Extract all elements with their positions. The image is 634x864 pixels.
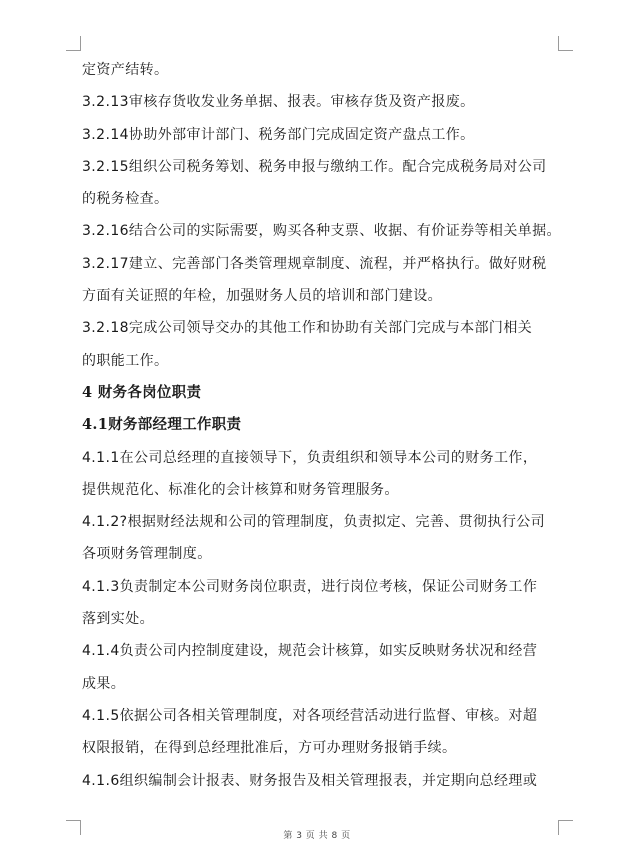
text-line: 提供规范化、标准化的会计核算和财务管理服务。	[82, 481, 399, 498]
text-line: 4.1.5依据公司各相关管理制度，对各项经营活动进行监督、审核。对超	[82, 707, 538, 724]
margin-corner-top-right	[558, 36, 573, 51]
text-line: 各项财务管理制度。	[82, 546, 212, 563]
margin-corner-top-left	[66, 36, 81, 51]
page-footer: 第 3 页 共 8 页	[283, 831, 351, 841]
text-line: 方面有关证照的年检，加强财务人员的培训和部门建设。	[82, 288, 442, 305]
section-heading	[82, 383, 560, 403]
text-line: 定资产结转。	[82, 62, 169, 78]
paragraph	[82, 92, 560, 112]
text-line: 4 财务各岗位职责	[82, 383, 202, 401]
paragraph	[82, 60, 560, 80]
text-line: 成果。	[82, 675, 126, 692]
text-line: 的职能工作。	[82, 352, 169, 369]
paragraph	[82, 706, 560, 758]
paragraph	[82, 157, 560, 209]
paragraph	[82, 318, 560, 370]
text-line: 4.1.1在公司总经理的直接领导下，负责组织和领导本公司的财务工作，	[82, 449, 538, 466]
paragraph	[82, 512, 560, 564]
text-line: 权限报销，在得到总经理批准后，方可办理财务报销手续。	[82, 740, 457, 757]
paragraph	[82, 254, 560, 306]
text-line: 4.1.4负责公司内控制度建设，规范会计核算，如实反映财务状况和经营	[82, 643, 538, 660]
paragraph	[82, 771, 560, 791]
paragraph	[82, 221, 560, 241]
paragraph	[82, 641, 560, 693]
paragraph	[82, 125, 560, 145]
text-line: 3.2.17建立、完善部门各类管理规章制度、流程，并严格执行。做好财税	[82, 255, 547, 272]
text-line: 4.1.2?根据财经法规和公司的管理制度，负责拟定、完善、贯彻执行公司	[82, 514, 546, 531]
section-heading	[82, 415, 560, 435]
text-line: 4.1.3负责制定本公司财务岗位职责，进行岗位考核，保证公司财务工作	[82, 578, 538, 595]
document-body	[82, 60, 560, 803]
text-line: 3.2.14协助外部审计部门、税务部门完成固定资产盘点工作。	[82, 126, 475, 143]
paragraph	[82, 577, 560, 629]
text-line: 的税务检查。	[82, 191, 169, 208]
text-line: 4.1.6组织编制会计报表、财务报告及相关管理报表，并定期向总经理或	[82, 772, 538, 789]
text-line: 落到实处。	[82, 611, 154, 628]
text-line: 4.1财务部经理工作职责	[82, 416, 242, 434]
text-line: 3.2.15组织公司税务筹划、税务申报与缴纳工作。配合完成税务局对公司	[82, 158, 547, 175]
text-line: 3.2.18完成公司领导交办的其他工作和协助有关部门完成与本部门相关	[82, 320, 533, 337]
text-line: 3.2.16结合公司的实际需要，购买各种支票、收据、有价证券等相关单据。	[82, 223, 561, 240]
text-line: 3.2.13审核存货收发业务单据、报表。审核存货及资产报废。	[82, 94, 475, 111]
paragraph	[82, 448, 560, 500]
